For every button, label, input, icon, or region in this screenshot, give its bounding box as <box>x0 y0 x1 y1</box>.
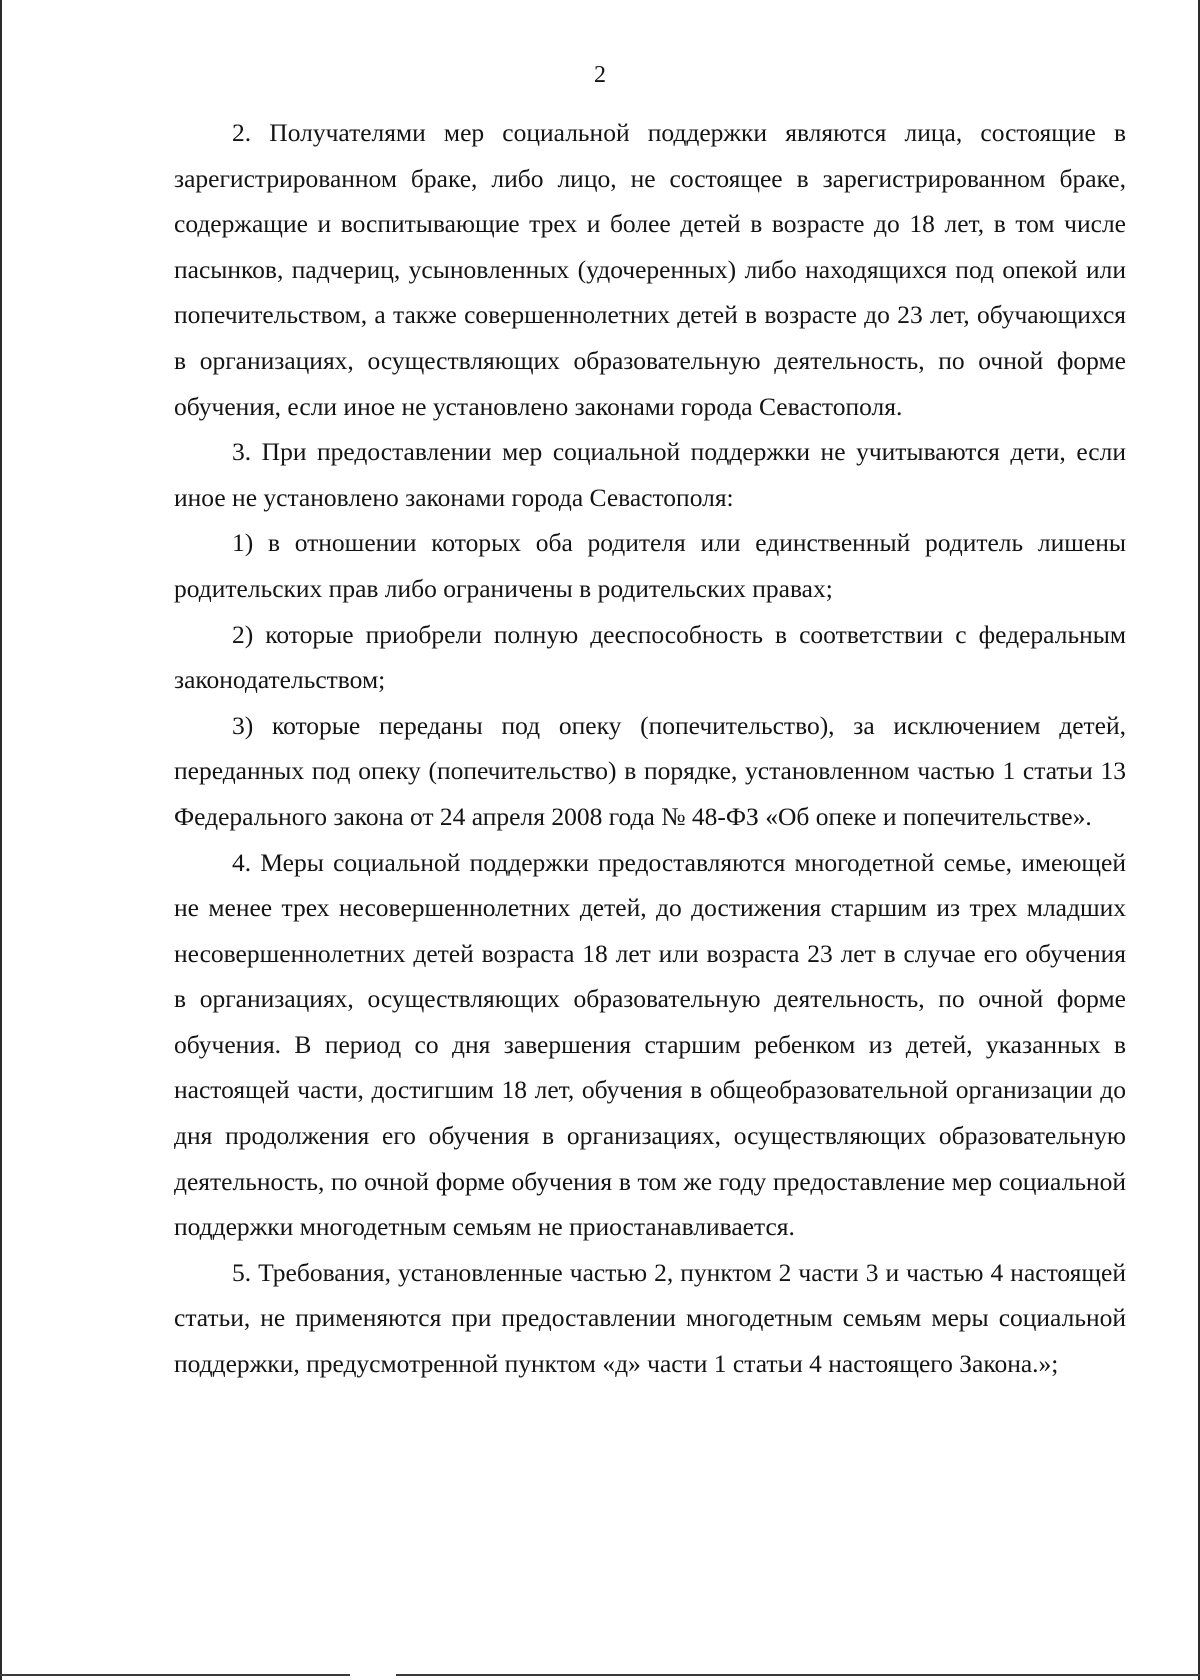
paragraph-item-2: 2) которые приобрели полную дееспособность в соответствии с федеральным законодательством; <box>174 619 1126 695</box>
paragraph-part-2: 2. Получателями мер социальной поддержки являются лица, состоящие в зарегистрированном браке, либо лицо, не состоящее в зарегистрированном браке, содержащие и воспитывающие трех и более детей в возрасте до 18 лет, в том числе пасынков, падчериц, усыновленных (удочеренных) либо находящихся под опекой или попечительством, а также совершеннолетних детей в возрасте до 23 лет, обучающихся в организациях, осуществляющих образовательную деятельность, по очной форме обучения, если иное не установлено законами города Севастополя. <box>174 118 1126 421</box>
scan-bottom-edge-gap <box>350 1674 396 1676</box>
paragraph-item-1: 1) в отношении которых оба родителя или единственный родитель лишены родительских прав либо ограничены в родительских правах; <box>174 528 1126 603</box>
document-body <box>174 110 1126 1387</box>
paragraph-part-3: 3. При предоставлении мер социальной поддержки не учитываются дети, если иное не установлено законами города Севастополя: <box>174 437 1126 512</box>
paragraph-part-5: 5. Требования, установленные частью 2, пунктом 2 части 3 и частью 4 настоящей статьи, не применяются при предоставлении многодетным семьям меры социальной поддержки, предусмотренной пунктом «д» части 1 статьи 4 настоящего Закона.»; <box>174 1257 1126 1379</box>
paragraph-item-3: 3) которые переданы под опеку (попечительство), за исключением детей, переданных под опеку (попечительство) в порядке, установленном частью 1 статьи 13 Федерального закона от 24 апреля 2008 года № 48-ФЗ «Об опеке и попечительстве». <box>174 710 1126 831</box>
scan-left-edge <box>0 0 2 1680</box>
scan-bottom-edge <box>0 1674 1200 1676</box>
paragraph-part-4: 4. Меры социальной поддержки предоставляются многодетной семье, имеющей не менее трех несовершеннолетних детей, до достижения старшим из трех младших несовершеннолетних детей возраста 18 лет или возраста 23 лет в случае его обучения в организациях, осуществляющих образовательную деятельность, по очной форме обучения. В период со дня завершения старшим ребенком из детей, указанных в настоящей части, достигшим 18 лет, обучения в общеобразовательной организации до дня продолжения его обучения в организациях, осуществляющих образовательную деятельность, по очной форме обучения в том же году предоставление мер социальной поддержки многодетным семьям не приостанавливается. <box>174 847 1126 1242</box>
page-number: 2 <box>594 62 606 88</box>
